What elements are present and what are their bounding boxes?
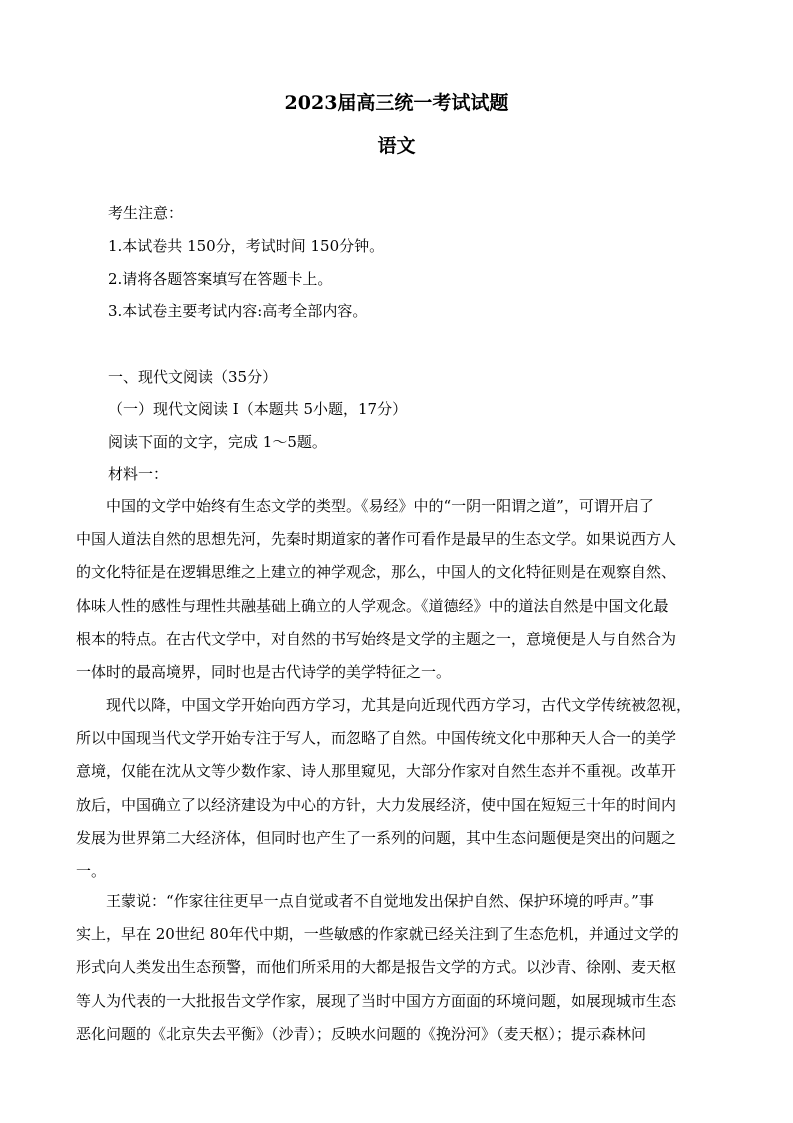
section-heading: 一、现代文阅读（35分） (108, 368, 278, 386)
subject-title: 语文 (377, 135, 416, 157)
material-label: 材料一： (108, 465, 169, 483)
paragraph-line: 一。 (76, 862, 107, 881)
exam-title: 2023届高三统一考试试题 (284, 92, 509, 114)
paragraph-line: 王蒙说：“作家往往更早一点自觉或者不自觉地发出保护自然、保护环境的呼声。”事 (106, 892, 654, 910)
paragraph-line: 体味人性的感性与理性共融基础上确立的人学观念。《道德经》中的道法自然是中国文化最 (76, 596, 669, 615)
paragraph-line: 形式向人类发出生态预警，而他们所采用的大都是报告文学的方式。以沙青、徐刚、麦天枢 (76, 958, 677, 977)
paragraph-line: 的文化特征是在逻辑思维之上建立的神学观念，那么，中国人的文化特征则是在观察自然、 (76, 563, 677, 582)
paragraph-1 (76, 490, 716, 689)
paragraph-3 (76, 885, 716, 1051)
paragraph-line: 实上，早在 20世纪 80年代中期，一些敏感的作家就已经关注到了生态危机，并通过文学的 (76, 925, 679, 944)
paragraph-line: 一体时的最高境界，同时也是古代诗学的美学特征之一。 (76, 663, 452, 682)
notice-item-2: 2.请将各题答案填写在答题卡上。 (108, 270, 333, 288)
notice-item-1: 1.本试卷共 150分，考试时间 150分钟。 (108, 237, 385, 255)
paragraph-2 (76, 689, 716, 888)
notice-heading: 考生注意： (108, 204, 184, 222)
paragraph-line: 中国的文学中始终有生态文学的类型。《易经》中的“一阴一阳谓之道”，可谓开启了 (106, 497, 654, 515)
paragraph-line: 意境，仅能在沈从文等少数作家、诗人那里窥见，大部分作家对自然生态并不重视。改革开 (76, 762, 677, 781)
paragraph-line: 恶化问题的《北京失去平衡》（沙青）；反映水问题的《挽汾河》（麦天枢）；提示森林问 (76, 1024, 647, 1043)
paragraph-line: 发展为世界第二大经济体，但同时也产生了一系列的问题，其中生态问题便是突出的问题之 (76, 828, 677, 847)
paragraph-line: 中国人道法自然的思想先河，先秦时期道家的著作可看作是最早的生态文学。如果说西方人 (76, 530, 677, 549)
reading-instruction: 阅读下面的文字，完成 1～5题。 (108, 433, 327, 451)
notice-item-3: 3.本试卷主要考试内容:高考全部内容。 (108, 302, 368, 320)
paragraph-line: 根本的特点。在古代文学中，对自然的书写始终是文学的主题之一，意境便是人与自然合为 (76, 629, 677, 648)
paragraph-line: 放后，中国确立了以经济建设为中心的方针，大力发展经济，使中国在短短三十年的时间内 (76, 795, 677, 814)
paragraph-line: 等人为代表的一大批报告文学作家，展现了当时中国方方面面的环境问题，如展现城市生态 (76, 991, 677, 1010)
subsection-heading: （一）现代文阅读 I（本题共 5小题，17分） (108, 400, 408, 418)
paragraph-line: 现代以降，中国文学开始向西方学习，尤其是向近现代西方学习，古代文学传统被忽视， (106, 696, 692, 714)
paragraph-line: 所以中国现当代文学开始专注于写人，而忽略了自然。中国传统文化中那种天人合一的美学 (76, 729, 677, 748)
